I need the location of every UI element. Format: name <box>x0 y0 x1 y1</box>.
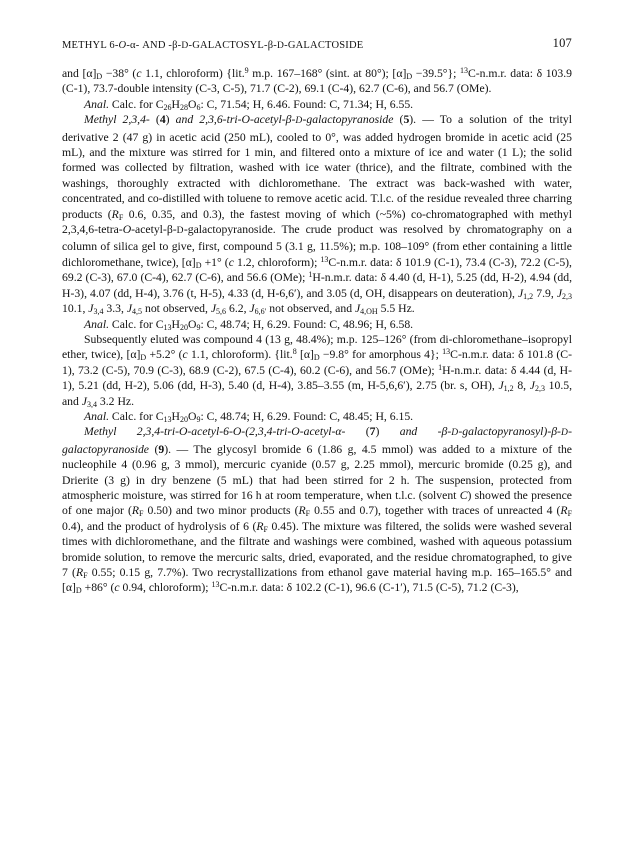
paragraph-2-analysis: Anal. Calc. for $C_{26}H_{28}O_6$: C, 71.54; H, 6.46. Found: C, 71.34; H, 6.55. <box>84 97 414 112</box>
running-title: METHYL 6-O-α- AND -β-D-GALACTOSYL-β-D-GALACTOSIDE <box>62 40 364 51</box>
paragraph-5-elution: Subsequently eluted was compound 4 (13 g, 48.4%); m.p. 125–126° (from di-chloromethane–isopropyl ether, twice), $[\alpha]_D +5.2^\circ$ (c 1.1, chloroform). {lit.$^8$ $[\alpha]_D -9.8^\circ$ for amorphous 4}; $^{13}$C-n.m.r. data: δ 101.8 (C-1), 73.2 (C-5), 70.9 (C-3), 68.9 (C-2), 67.5 (C-4), 60.2 (C-6), and 56.7 (OMe); $^1$H-n.m.r. data: δ 4.44 (d, H-1), 5.21 (dd, H-2), 5.06 (dd, H-3), 5.40 (d, H-4), 3.85–3.55 (m, H-5,6,6′), 2.75 (br. s, OH), $J_{1,2}$ 8, $J_{2,3}$ 10.5, and $J_{3,4}$ 3.2 Hz. <box>62 332 573 409</box>
page-number: 107 <box>552 36 572 50</box>
body-text <box>62 66 572 596</box>
running-header <box>62 38 572 54</box>
paragraph-6-analysis: Anal. Calc. for $C_{13}H_{20}O_9$: C, 48.74; H, 6.29. Found: C, 48.45; H, 6.15. <box>84 409 414 424</box>
paragraph-4-analysis: Anal. Calc. for $C_{13}H_{20}O_9$: C, 48.74; H, 6.29. Found: C, 48.96; H, 6.58. <box>84 317 414 332</box>
paragraph-7-procedure: Methyl 2,3,4-tri-O-acetyl-6-O-(2,3,4-tri-O-acetyl-α- (7) and -β-D-galactopyranosyl)-β-D-galactopyranoside (9). — The glycosyl bromide 6 (1.86 g, 4.5 mmol) was added to a mixture of the nucleophile 4 (0.96 g, 3 mmol), mercuric cyanide (0.57 g, 2.25 mmol), mercuric bromide (0.25 g), and Drierite (3 g) in dry benzene (5 mL) that had been stirred for 2 h. The suspension, protected from atmospheric moisture, was stirred for 16 h at room temperature, when t.l.c. (solvent C) showed the presence of one major ($R_F$ 0.50) and two minor products ($R_F$ 0.55 and 0.7), together with traces of unreacted 4 ($R_F$ 0.4), and the product of hydrolysis of 6 ($R_F$ 0.45). The mixture was filtered, the solids were washed several times with dichloromethane, and the filtrate and washings were combined, washed with aqueous potassium bromide solution, to remove the mercuric salts, dried, evaporated, and the residue chromatographed, to give 7 ($R_F$ 0.55; 0.15 g, 7.7%). Two recrystallizations from ethanol gave material having m.p. 165–165.5° and $[\alpha]_D +86^\circ$ (c 0.94, chloroform); $^{13}$C-n.m.r. data: δ 102.2 (C-1), 96.6 (C-1′), 71.5 (C-5), 71.2 (C-3), <box>62 425 573 596</box>
paragraph-3-procedure: Methyl 2,3,4- (4) and 2,3,6-tri-O-acetyl-β-D-galactopyranoside (5). — To a solution of the trityl derivative 2 (47 g) in acetic acid (250 mL), cooled to 0°, was added hydrogen bromide in acetic acid (25 mL), and the mixture was stirred for 1 min, and filtered onto a mixture of ice and water (1 L); the solid formed was collected by filtration, washed with ice water (thrice), and the filtrate, combined with the washings, thoroughly extracted with dichloromethane. The extract was back-washed with water, concentrated, and co-distilled with toluene to remove acetic acid. T.l.c. of the residue revealed three charring products ($R_F$ 0.6, 0.35, and 0.3), the fastest moving of which (~5%) co-chromatographed with methyl 2,3,4,6-tetra-O-acetyl-β-D-galactopyranoside. The crude product was resolved by chromatography on a column of silica gel to give, first, compound 5 (3.1 g, 11.5%); m.p. 108–109° (from ether containing a little dichloromethane, twice), $[\alpha]_D +1^\circ$ (c 1.2, chloroform); $^{13}$C-n.m.r. data: δ 101.9 (C-1), 73.4 (C-3), 72.2 (C-5), 69.2 (C-3), 67.0 (C-4), 62.7 (C-6), and 56.6 (OMe); $^1$H-n.m.r. data: δ 4.40 (d, H-1), 5.25 (dd, H-2), 4.94 (dd, H-3), 4.07 (dd, H-4), 3.76 (t, H-5), 4.33 (d, H-6,6′), and 3.05 (d, OH, disappears on deuteration), $J_{1,2}$ 7.9, $J_{2,3}$ 10.1, $J_{3,4}$ 3.3, $J_{4,5}$ not observed, $J_{5,6}$ 6.2, $J_{6,6'}$ not observed, and $J_{4,OH}$ 5.5 Hz. <box>62 113 573 317</box>
paragraph-1: and $[\alpha]_D -38^\circ$ (c 1.1, chloroform) {lit.$^9$ m.p. 167–168° (sint. at 80°); $[\alpha]_D -39.5^\circ$}; $^{13}$C-n.m.r. data: δ 103.9 (C-1), 73.7-double intensity (C-3, C-5), 71.7 (C-2), 69.1 (C-4), 62.7 (C-6), and 56.7 (OMe). <box>62 66 573 96</box>
